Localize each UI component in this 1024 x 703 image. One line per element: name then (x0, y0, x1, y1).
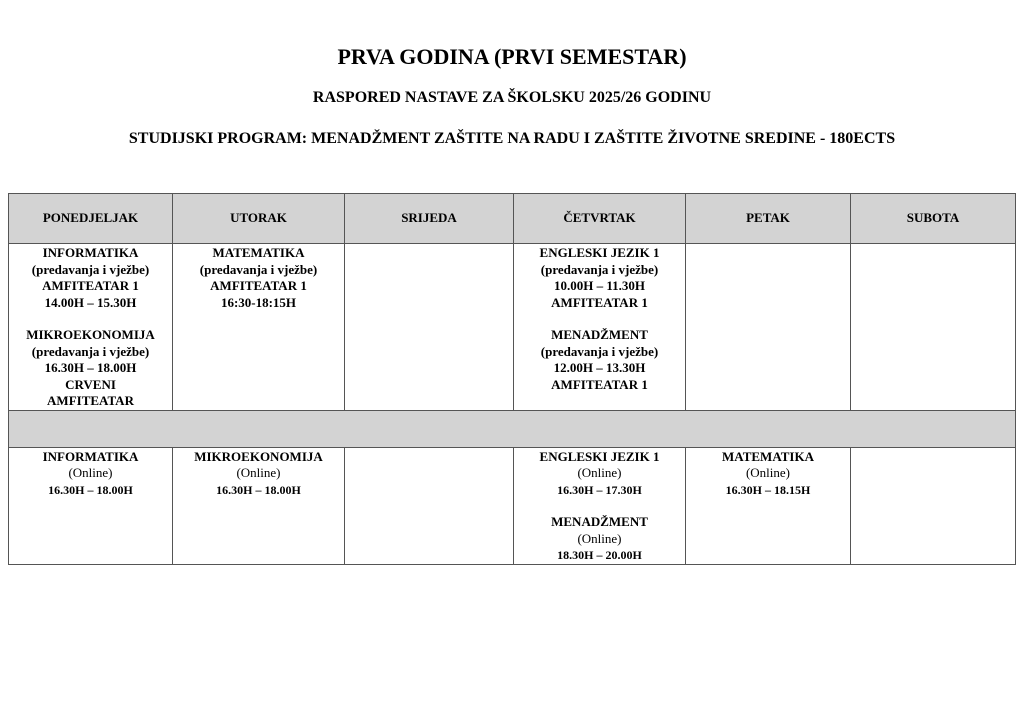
class-mode: (Online) (577, 530, 622, 546)
cell-saturday-inperson (851, 244, 1016, 411)
table-row (9, 447, 1016, 564)
separator-cell (9, 410, 1016, 447)
subject-name: ENGLESKI JEZIK 1 (539, 448, 660, 464)
schedule-subtitle: RASPORED NASTAVE ZA ŠKOLSKU 2025/26 GODINU (312, 89, 712, 106)
page-title: PRVA GODINA (PRVI SEMESTAR) (337, 44, 687, 69)
subject-name: INFORMATIKA (42, 448, 139, 464)
day-header-wednesday: SRIJEDA (345, 194, 514, 244)
class-mode: (Online) (745, 465, 791, 480)
cell-tuesday-online (173, 447, 345, 564)
subject-name: MENADŽMENT (551, 327, 648, 342)
subject-name: MATEMATIKA (212, 245, 305, 260)
class-mode: (Online) (68, 465, 113, 480)
subject-name: MIKROEKONOMIJA (26, 327, 155, 342)
time-slot: 10.00H – 11.30H (553, 278, 645, 293)
study-program: STUDIJSKI PROGRAM: MENADŽMENT ZAŠTITE NA RADU I ZAŠTITE ŽIVOTNE SREDINE - 180ECTS (128, 130, 896, 147)
cell-thursday-online (514, 447, 686, 564)
room: CRVENI (65, 376, 116, 392)
time-slot: 16.30H – 17.30H (557, 482, 642, 497)
day-header-thursday: ČETVRTAK (514, 194, 686, 244)
class-type: (predavanja i vježbe) (31, 261, 150, 277)
day-header-tuesday: UTORAK (173, 194, 345, 244)
class-type: (predavanja i vježbe) (540, 343, 659, 359)
cell-monday-inperson (9, 244, 173, 411)
room: AMFITEATAR 1 (551, 376, 648, 392)
room: AMFITEATAR (47, 393, 134, 408)
time-slot: 16.30H – 18.00H (216, 482, 301, 497)
cell-tuesday-inperson (173, 244, 345, 411)
cell-friday-inperson (686, 244, 851, 411)
class-mode: (Online) (236, 465, 281, 480)
day-header-friday: PETAK (686, 194, 851, 244)
cell-monday-online (9, 447, 173, 564)
class-type: (predavanja i vježbe) (540, 261, 659, 277)
table-row (9, 244, 1016, 411)
room: AMFITEATAR 1 (210, 278, 307, 293)
cell-saturday-online (851, 447, 1016, 564)
time-slot: 12.00H – 13.30H (553, 360, 646, 375)
time-slot: 16:30-18:15H (220, 294, 297, 310)
day-header-monday: PONEDJELJAK (9, 194, 173, 244)
cell-wednesday-inperson (345, 244, 514, 411)
schedule-table (8, 193, 1016, 565)
subject-name: MIKROEKONOMIJA (194, 448, 323, 464)
cell-wednesday-online (345, 447, 514, 564)
subject-name: MATEMATIKA (722, 448, 814, 464)
subject-name: INFORMATIKA (42, 245, 139, 260)
room: AMFITEATAR 1 (551, 294, 648, 310)
subject-name: ENGLESKI JEZIK 1 (539, 245, 660, 260)
time-slot: 16.30H – 18.00H (48, 482, 133, 497)
class-mode: (Online) (577, 465, 622, 480)
cell-friday-online (686, 447, 851, 564)
day-header-saturday: SUBOTA (851, 194, 1016, 244)
time-slot: 14.00H – 15.30H (44, 294, 137, 310)
separator-row (9, 410, 1016, 447)
subject-name: MENADŽMENT (551, 514, 648, 529)
time-slot: 16.30H – 18.00H (44, 360, 137, 375)
class-type: (predavanja i vježbe) (199, 261, 318, 277)
room: AMFITEATAR 1 (42, 278, 139, 293)
cell-thursday-inperson (514, 244, 686, 411)
class-type: (predavanja i vježbe) (31, 343, 150, 359)
time-slot: 18.30H – 20.00H (557, 548, 642, 562)
time-slot: 16.30H – 18.15H (725, 482, 811, 497)
table-header-row (9, 194, 1016, 244)
